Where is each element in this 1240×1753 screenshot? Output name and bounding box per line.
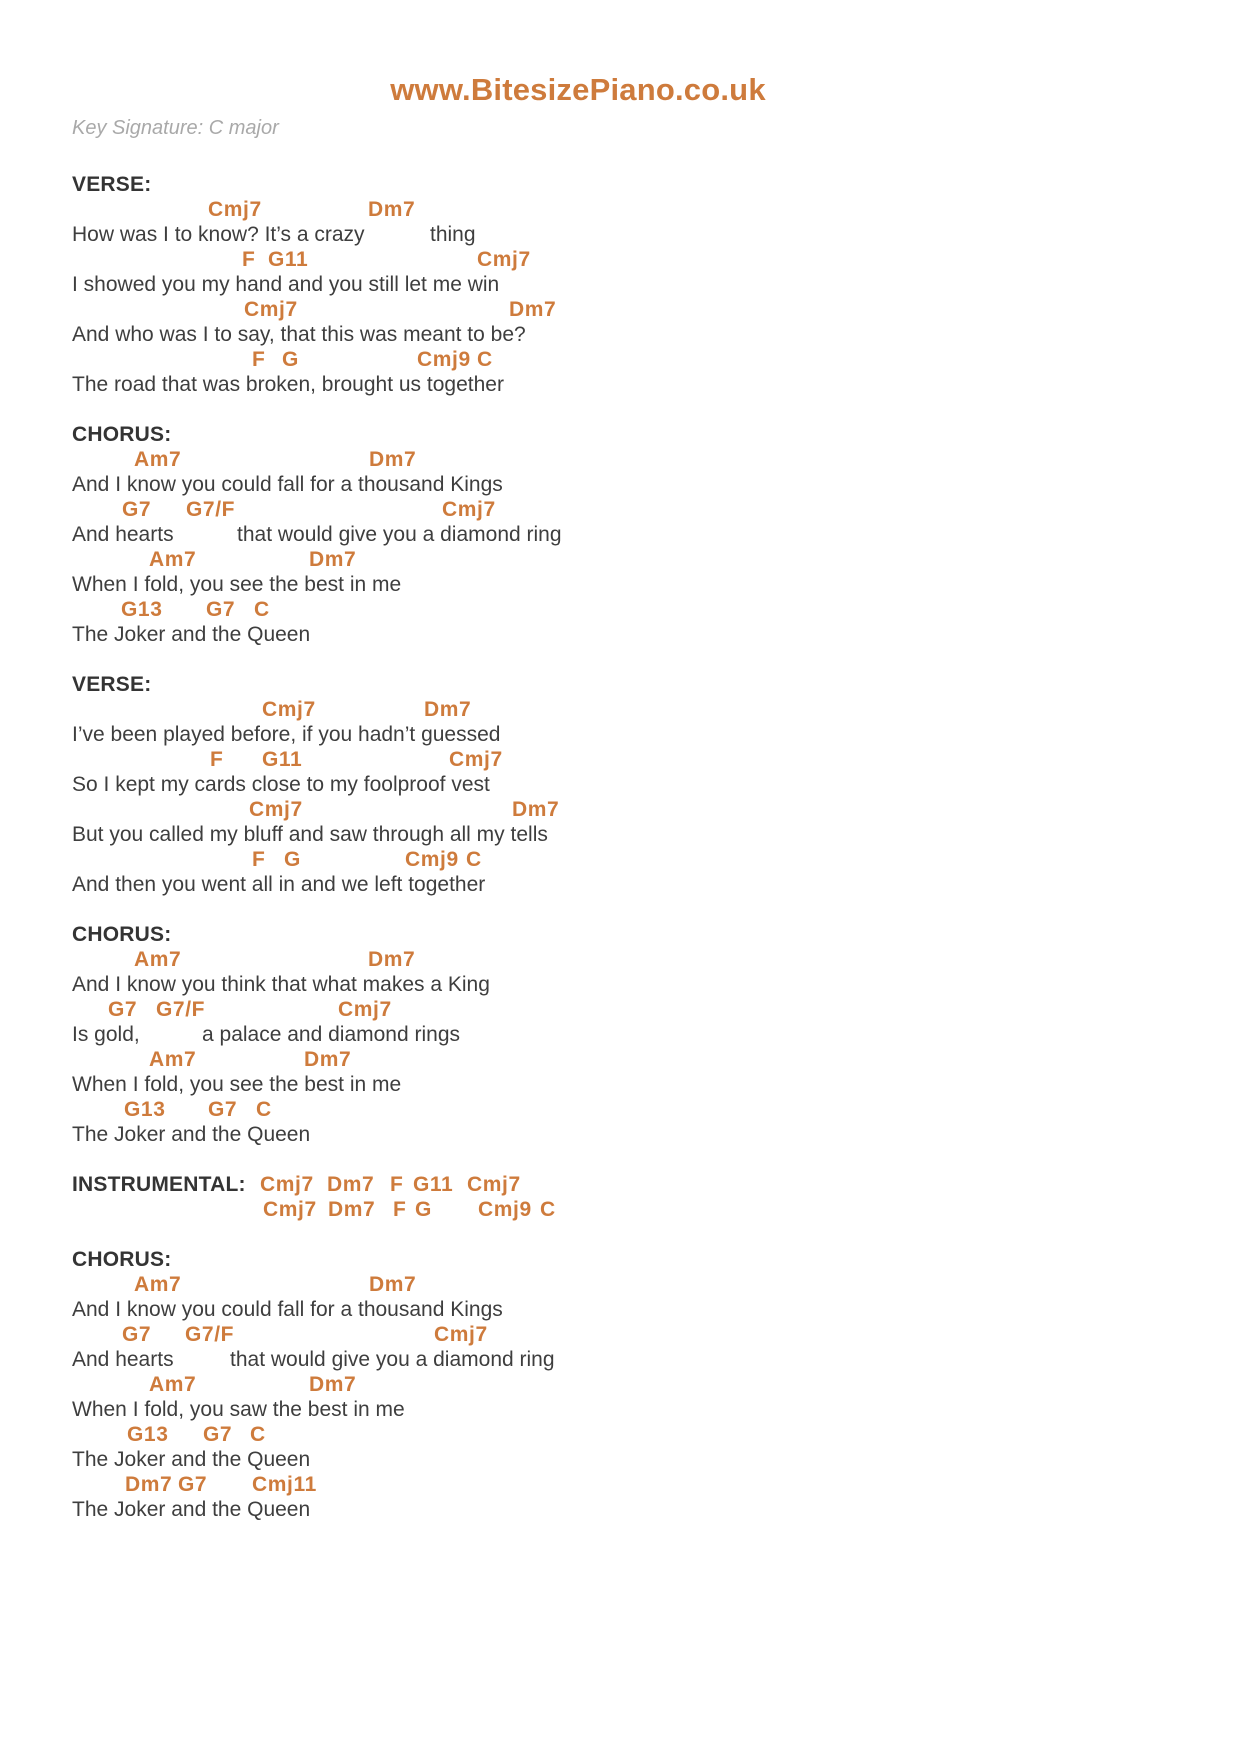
lyric-text: a palace and diamond rings bbox=[202, 1023, 461, 1046]
chord-line bbox=[72, 947, 1172, 972]
chord-token: G bbox=[284, 848, 301, 871]
chord-line bbox=[72, 197, 1172, 222]
lyric-line bbox=[72, 1297, 1172, 1322]
chord-token: Cmj7 bbox=[262, 698, 316, 721]
lyric-text: And then you went all in and we left together bbox=[72, 873, 486, 896]
chord-line bbox=[72, 497, 1172, 522]
chord-token: G7 bbox=[122, 1323, 152, 1346]
chord-token: Cmj9 bbox=[417, 348, 471, 371]
chord-token: Dm7 bbox=[309, 1373, 357, 1396]
lyric-line bbox=[72, 1447, 1172, 1472]
lyric-text: thing bbox=[430, 223, 476, 246]
lyric-line bbox=[72, 822, 1172, 847]
chord-token: Dm7 bbox=[512, 798, 560, 821]
lyric-text: And I know you think that what makes a King bbox=[72, 973, 490, 996]
lyric-text: When I fold, you see the best in me bbox=[72, 573, 402, 596]
lyric-text: that would give you a diamond ring bbox=[230, 1348, 555, 1371]
chord-token: Cmj7 bbox=[208, 198, 262, 221]
chord-token: Dm7 bbox=[368, 198, 416, 221]
chord-token: G7 bbox=[203, 1423, 233, 1446]
key-signature: Key Signature: C major bbox=[72, 117, 279, 139]
chord-line bbox=[72, 1422, 1172, 1447]
chord-token: Am7 bbox=[149, 548, 197, 571]
chord-token: F bbox=[242, 248, 256, 271]
chord-token: F bbox=[393, 1198, 407, 1221]
lyric-line bbox=[72, 522, 1172, 547]
chord-token: C bbox=[540, 1198, 556, 1221]
chord-token: Dm7 bbox=[369, 448, 417, 471]
lyric-line bbox=[72, 372, 1172, 397]
chord-token: Cmj7 bbox=[442, 498, 496, 521]
chord-token: C bbox=[466, 848, 482, 871]
chord-token: G11 bbox=[262, 748, 303, 771]
lyric-text: The Joker and the Queen bbox=[72, 1123, 311, 1146]
lyric-text: And hearts bbox=[72, 523, 174, 546]
chord-line bbox=[72, 1197, 1172, 1222]
chord-line bbox=[72, 697, 1172, 722]
chord-line bbox=[72, 597, 1172, 622]
lyric-text: The Joker and the Queen bbox=[72, 1448, 311, 1471]
lyric-text: So I kept my cards close to my foolproof vest bbox=[72, 773, 490, 796]
chord-token: C bbox=[256, 1098, 272, 1121]
chord-token: Dm7 bbox=[327, 1173, 375, 1196]
chord-token: C bbox=[250, 1423, 266, 1446]
lyric-text: The Joker and the Queen bbox=[72, 1498, 311, 1521]
lyric-line bbox=[72, 972, 1172, 997]
chord-token: Cmj7 bbox=[477, 248, 531, 271]
chord-token: F bbox=[252, 848, 266, 871]
lyric-text: And I know you could fall for a thousand Kings bbox=[72, 473, 503, 496]
chord-token: G7/F bbox=[185, 1323, 235, 1346]
chord-token: G7 bbox=[178, 1473, 208, 1496]
lyric-text: When I fold, you saw the best in me bbox=[72, 1398, 405, 1421]
chord-token: G11 bbox=[268, 248, 309, 271]
chord-line bbox=[72, 1272, 1172, 1297]
chord-line bbox=[72, 1322, 1172, 1347]
chord-line bbox=[72, 1097, 1172, 1122]
section-heading: CHORUS: bbox=[72, 423, 172, 446]
chord-line bbox=[72, 747, 1172, 772]
section-heading-line bbox=[72, 422, 1172, 447]
chord-line bbox=[72, 1472, 1172, 1497]
lyric-text: The road that was broken, brought us together bbox=[72, 373, 504, 396]
chord-line bbox=[72, 247, 1172, 272]
lyric-text: And who was I to say, that this was meant to be? bbox=[72, 323, 526, 346]
chord-token: G7/F bbox=[186, 498, 236, 521]
chord-token: G7 bbox=[122, 498, 152, 521]
lyric-line bbox=[72, 1072, 1172, 1097]
chord-line bbox=[72, 347, 1172, 372]
lyric-line bbox=[72, 1022, 1172, 1047]
section-heading: CHORUS: bbox=[72, 923, 172, 946]
chord-token: Cmj9 bbox=[478, 1198, 532, 1221]
chord-token: Dm7 bbox=[369, 1273, 417, 1296]
chord-token: Dm7 bbox=[328, 1198, 376, 1221]
chord-token: F bbox=[210, 748, 224, 771]
lyric-text: Is gold, bbox=[72, 1023, 140, 1046]
song-section bbox=[72, 922, 1172, 1147]
lyric-text: But you called my bluff and saw through all my tells bbox=[72, 823, 548, 846]
song-section bbox=[72, 1172, 1172, 1222]
chord-token: Cmj11 bbox=[252, 1473, 317, 1496]
section-heading-line bbox=[72, 1172, 1172, 1197]
lyric-line bbox=[72, 872, 1172, 897]
chord-token: F bbox=[390, 1173, 404, 1196]
chord-token: G bbox=[415, 1198, 432, 1221]
lyric-line bbox=[72, 722, 1172, 747]
lyric-line bbox=[72, 222, 1172, 247]
song-section bbox=[72, 172, 1172, 397]
chord-token: Dm7 bbox=[304, 1048, 352, 1071]
chord-token: Cmj7 bbox=[249, 798, 303, 821]
chord-token: G7 bbox=[208, 1098, 238, 1121]
chord-token: Cmj7 bbox=[244, 298, 298, 321]
chord-token: G bbox=[282, 348, 299, 371]
lyric-text: When I fold, you see the best in me bbox=[72, 1073, 402, 1096]
lyric-line bbox=[72, 472, 1172, 497]
lyric-line bbox=[72, 772, 1172, 797]
chord-token: G7 bbox=[108, 998, 138, 1021]
chord-token: Am7 bbox=[149, 1373, 197, 1396]
lyric-line bbox=[72, 322, 1172, 347]
chord-line bbox=[72, 797, 1172, 822]
chord-line bbox=[72, 1372, 1172, 1397]
section-heading: VERSE: bbox=[72, 673, 152, 696]
section-heading-line bbox=[72, 172, 1172, 197]
section-heading: VERSE: bbox=[72, 173, 152, 196]
chord-token: G11 bbox=[413, 1173, 454, 1196]
document-header bbox=[72, 72, 1084, 139]
chord-token: Cmj9 bbox=[405, 848, 459, 871]
chord-token: Dm7 bbox=[368, 948, 416, 971]
section-heading-line bbox=[72, 672, 1172, 697]
chord-token: Dm7 bbox=[509, 298, 557, 321]
lyric-line bbox=[72, 272, 1172, 297]
lyric-text: I’ve been played before, if you hadn’t guessed bbox=[72, 723, 501, 746]
chord-token: Cmj7 bbox=[434, 1323, 488, 1346]
chord-token: C bbox=[254, 598, 270, 621]
section-heading-line bbox=[72, 922, 1172, 947]
chord-token: F bbox=[252, 348, 266, 371]
lyric-text: I showed you my hand and you still let me win bbox=[72, 273, 500, 296]
chord-line bbox=[72, 547, 1172, 572]
section-heading-line bbox=[72, 1247, 1172, 1272]
chord-line bbox=[72, 1047, 1172, 1072]
chord-line bbox=[72, 297, 1172, 322]
chord-token: Am7 bbox=[134, 1273, 182, 1296]
lyric-line bbox=[72, 572, 1172, 597]
chord-line bbox=[72, 847, 1172, 872]
chord-token: G13 bbox=[127, 1423, 169, 1446]
chord-token: Cmj7 bbox=[263, 1198, 317, 1221]
song-section bbox=[72, 672, 1172, 897]
chord-token: Cmj7 bbox=[338, 998, 392, 1021]
chord-line bbox=[72, 447, 1172, 472]
chord-token: G7 bbox=[206, 598, 236, 621]
chord-token: Am7 bbox=[134, 448, 182, 471]
song-section bbox=[72, 422, 1172, 647]
lyric-line bbox=[72, 1122, 1172, 1147]
chord-token: Cmj7 bbox=[467, 1173, 521, 1196]
lyric-line bbox=[72, 622, 1172, 647]
section-heading: CHORUS: bbox=[72, 1248, 172, 1271]
chord-token: Dm7 bbox=[424, 698, 472, 721]
lyric-text: The Joker and the Queen bbox=[72, 623, 311, 646]
chord-token: C bbox=[477, 348, 493, 371]
chord-token: Cmj7 bbox=[260, 1173, 314, 1196]
song-section bbox=[72, 1247, 1172, 1522]
chord-token: G13 bbox=[121, 598, 163, 621]
lyric-line bbox=[72, 1397, 1172, 1422]
lyric-line bbox=[72, 1347, 1172, 1372]
chord-token: Am7 bbox=[149, 1048, 197, 1071]
chord-token: Cmj7 bbox=[449, 748, 503, 771]
song-content bbox=[72, 172, 1172, 1547]
page-title: www.BitesizePiano.co.uk bbox=[390, 72, 766, 107]
chord-token: Dm7 bbox=[309, 548, 357, 571]
lyric-text: that would give you a diamond ring bbox=[237, 523, 562, 546]
chord-line bbox=[72, 997, 1172, 1022]
lyric-text: And I know you could fall for a thousand Kings bbox=[72, 1298, 503, 1321]
chord-token: G7/F bbox=[156, 998, 206, 1021]
section-heading: INSTRUMENTAL: bbox=[72, 1173, 246, 1196]
chord-token: Dm7 bbox=[125, 1473, 173, 1496]
chord-token: G13 bbox=[124, 1098, 166, 1121]
lyric-line bbox=[72, 1497, 1172, 1522]
lyric-text: And hearts bbox=[72, 1348, 174, 1371]
chord-token: Am7 bbox=[134, 948, 182, 971]
lyric-text: How was I to know? It’s a crazy bbox=[72, 223, 365, 246]
